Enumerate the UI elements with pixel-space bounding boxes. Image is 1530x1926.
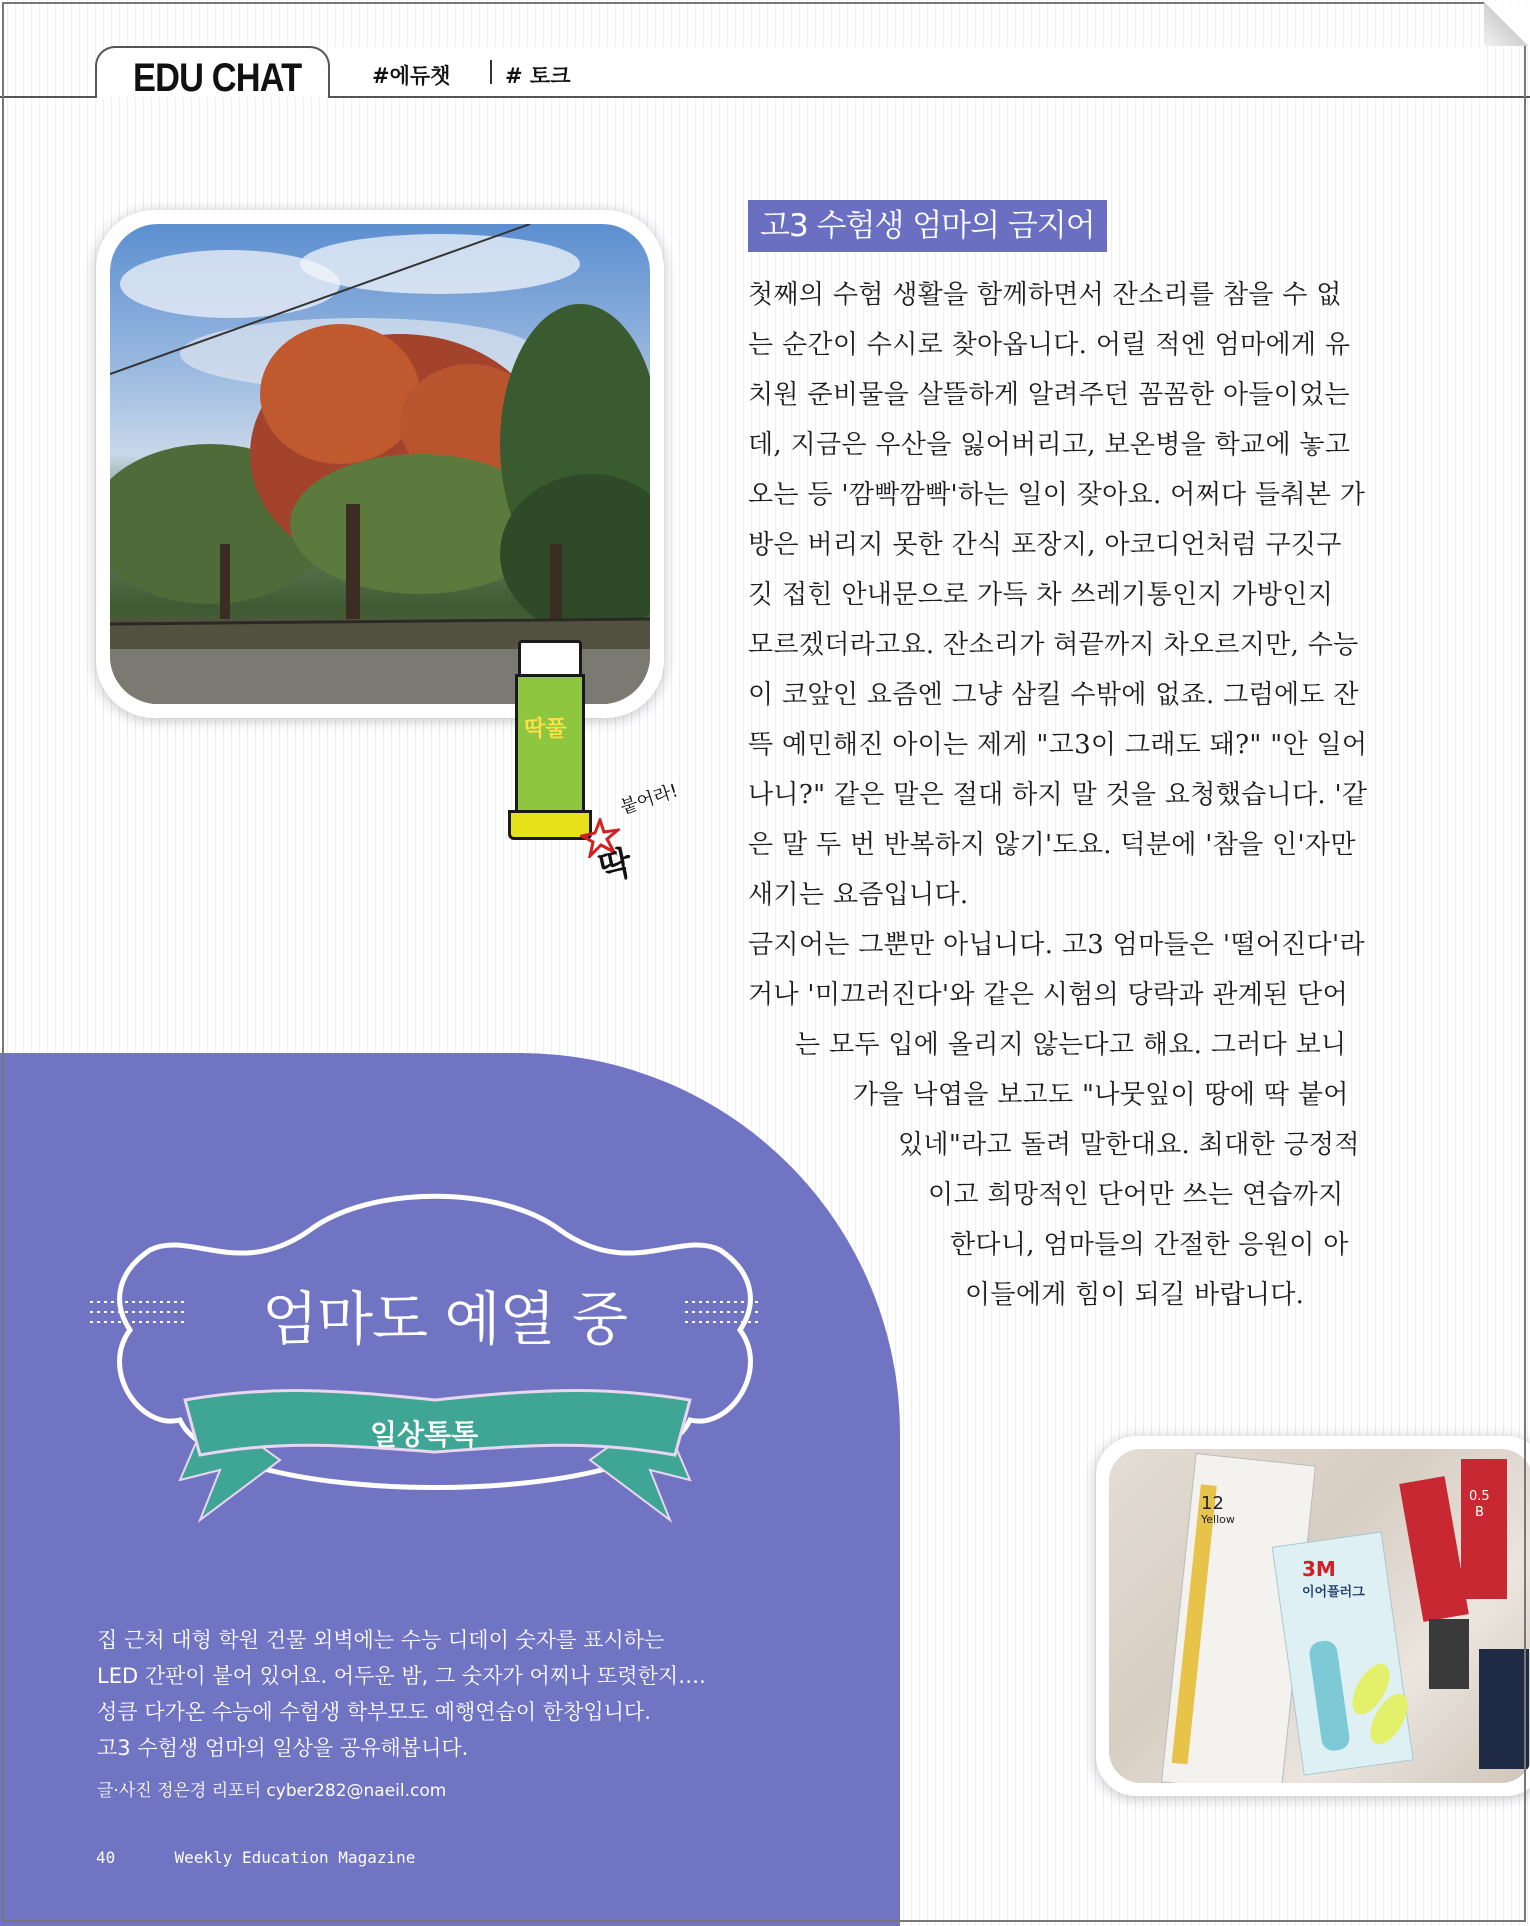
body-line: 방은 버리지 못한 간식 포장지, 아코디언처럼 구깃구 (748, 530, 1342, 560)
body-line: 치원 준비물을 살뜰하게 알려주던 꼼꼼한 아들이었는 (748, 380, 1350, 410)
exam-supplies-photo (1096, 1436, 1530, 1796)
page-footer (96, 1848, 415, 1867)
intro-line: LED 간판이 붙어 있어요. 어두운 밤, 그 숫자가 어찌나 또렷한지…. (97, 1664, 706, 1688)
autumn-trees-image (110, 224, 650, 704)
body-line: 깃 접힌 안내문으로 가득 차 쓰레기통인지 가방인지 (748, 580, 1334, 610)
body-line: 데, 지금은 우산을 잃어버리고, 보온병을 학교에 놓고 (748, 430, 1351, 460)
magazine-name: Weekly Education Magazine (174, 1848, 416, 1867)
supplies-illustration (1109, 1449, 1530, 1783)
body-line: 첫째의 수험 생활을 함께하면서 잔소리를 참을 수 없 (748, 280, 1342, 310)
intro-line: 성큼 다가온 수능에 수험생 학부모도 예행연습이 한창입니다. (97, 1700, 651, 1724)
glue-stick-label: 딱풀 (524, 717, 567, 742)
earplug-brand: 3M (1302, 1557, 1336, 1581)
body-line: 거나 '미끄러진다'와 같은 시험의 당락과 관계된 단어 (748, 980, 1349, 1010)
body-line: 나니?" 같은 말은 절대 하지 말 것을 요청했습니다. '같 (748, 780, 1368, 810)
hashtag-educhat: #에듀챗 (372, 64, 451, 88)
body-line: 새기는 요즘입니다. (748, 880, 969, 910)
body-line: 한다니, 엄마들의 간절한 응원이 아 (950, 1230, 1349, 1260)
stick-caption: 붙어라! (617, 780, 681, 819)
glue-stick-icon (515, 674, 585, 816)
body-line: 는 순간이 수시로 찾아옵니다. 어릴 적엔 엄마에게 유 (748, 330, 1351, 360)
earplug-name: 이어플러그 (1302, 1585, 1365, 1600)
sound-effect: 딱 (594, 842, 636, 889)
body-line: 이고 희망적인 단어만 쓰는 연습까지 (928, 1180, 1344, 1210)
intro-line: 고3 수험생 엄마의 일상을 공유해봅니다. (97, 1736, 469, 1760)
body-line: 모르겠더라고요. 잔소리가 혀끝까지 차오르지만, 수능 (748, 630, 1359, 660)
body-line: 이들에게 힘이 되길 바랍니다. (965, 1280, 1305, 1310)
badge-title: 엄마도 예열 중 (262, 1285, 628, 1353)
author-credit: 글·사진 정은경 리포터 cyber282@naeil.com (97, 1781, 447, 1801)
badge-frame (90, 1190, 780, 1610)
body-line: 있네"라고 돌려 말한대요. 최대한 긍정적 (898, 1130, 1360, 1160)
page-number: 40 (96, 1848, 116, 1867)
hashtag-talk: # 토크 (505, 64, 571, 88)
page-corner-fold (1484, 2, 1528, 46)
body-line: 오는 등 '깜빡깜빡'하는 일이 잦아요. 어쩌다 들춰본 가 (748, 480, 1366, 510)
exam-supplies-image (1109, 1449, 1530, 1783)
article-heading: 고3 수험생 엄마의 금지어 (748, 200, 1107, 252)
header-band (330, 46, 1480, 96)
body-line: 뜩 예민해진 아이는 제게 "고3이 그래도 돼?" "안 일어 (748, 730, 1368, 760)
body-line: 는 모두 입에 올리지 않는다고 해요. 그러다 보니 (795, 1030, 1347, 1060)
body-line: 은 말 두 번 반복하지 않기'도요. 덕분에 '참을 인'자만 (748, 830, 1356, 860)
lead-grade: B (1475, 1505, 1484, 1520)
trees-illustration (110, 224, 650, 704)
body-line: 가을 낙엽을 보고도 "나뭇잎이 땅에 딱 붙어 (853, 1080, 1349, 1110)
tag-separator (490, 60, 492, 84)
body-line: 금지어는 그뿐만 아닙니다. 고3 엄마들은 '떨어진다'라 (748, 930, 1365, 960)
ribbon-label: 일상톡톡 (370, 1418, 479, 1451)
lead-size: 0.5 (1469, 1489, 1490, 1504)
pencil-color: Yellow (1201, 1513, 1235, 1526)
pencil-count: 12 (1201, 1493, 1224, 1514)
section-title: EDU CHAT (133, 56, 302, 100)
intro-line: 집 근처 대형 학원 건물 외벽에는 수능 디데이 숫자를 표시하는 (97, 1628, 665, 1652)
body-line: 이 코앞인 요즘엔 그냥 삼킬 수밖에 없죠. 그럼에도 잔 (748, 680, 1359, 710)
